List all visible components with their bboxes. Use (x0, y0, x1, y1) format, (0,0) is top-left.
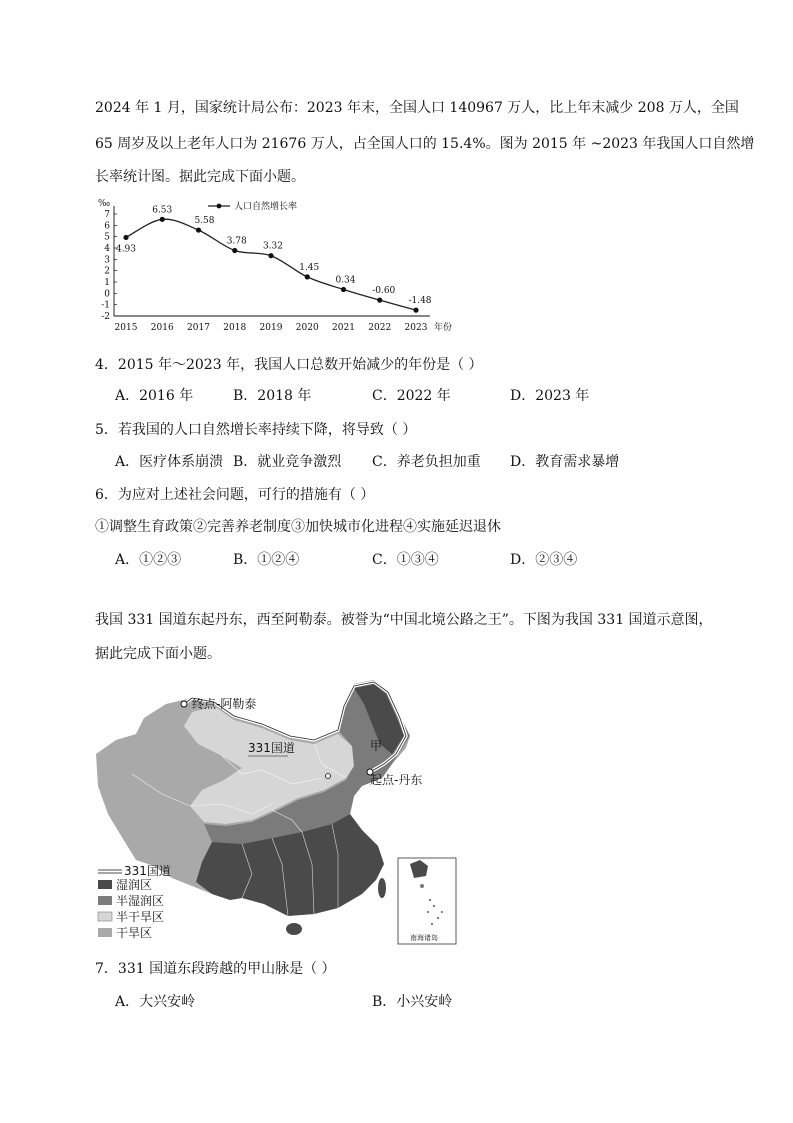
legend-semi-humid: 半湿润区 (116, 894, 165, 908)
q7-option-a[interactable]: A．大兴安岭 (115, 994, 196, 1010)
legend-swatch-arid (98, 928, 112, 937)
q4-stem: 4．2015 年～2023 年，我国人口总数开始减少的年份是（ ） (95, 357, 483, 373)
chart-x-tick-label: 2018 (223, 323, 247, 333)
chart-data-label: 5.58 (194, 216, 215, 227)
chart-data-point (341, 287, 346, 292)
road-331-label: 331国道 (248, 741, 295, 755)
chart-x-tick-label: 2020 (295, 323, 319, 333)
q5-stem: 5．若我国的人口自然增长率持续下降，将导致（ ） (95, 422, 417, 438)
chart-data-point (232, 248, 237, 253)
chart-x-tick-label: 2016 (150, 323, 174, 333)
q4-option-b[interactable]: B．2018 年 (233, 388, 312, 404)
q4-option-a[interactable]: A．2016 年 (115, 388, 194, 404)
q4-option-d[interactable]: D．2023 年 (510, 388, 590, 404)
q5-option-b[interactable]: B．就业竞争激烈 (233, 454, 342, 470)
chart-y-tick-label: 1 (104, 278, 110, 288)
passage1-line1: 2024 年 1 月，国家统计局公布：2023 年末，全国人口 140967 万人，比上年末减少 208 万人，全国 (95, 100, 739, 116)
chart-x-tick-label: 2015 (114, 323, 138, 333)
chart-y-tick-label: 0 (104, 289, 110, 300)
end-point-label: 终点-阿勒泰 (192, 697, 257, 711)
q5-option-a[interactable]: A．医疗体系崩溃 (115, 454, 224, 470)
q6-option-a[interactable]: A．①②③ (115, 552, 182, 568)
taiwan-island (378, 878, 386, 898)
chart-data-label: 3.78 (226, 236, 247, 247)
q5-option-d[interactable]: D．教育需求暴增 (510, 454, 620, 470)
q6-option-b[interactable]: B．①②④ (233, 552, 300, 568)
passage1-line3: 长率统计图。据此完成下面小题。 (95, 169, 305, 185)
legend-semi-arid: 半干旱区 (116, 910, 165, 924)
china-road-331-map (92, 674, 467, 946)
legend-swatch-semi-humid (98, 896, 112, 905)
chart-x-tick-label: 2023 (404, 323, 428, 333)
q7-option-b[interactable]: B．小兴安岭 (372, 994, 453, 1010)
q7-stem: 7．331 国道东段跨越的甲山脉是（ ） (95, 961, 336, 977)
legend-road: 331国道 (124, 864, 171, 878)
q6-stem: 6．为应对上述社会问题，可行的措施有（ ） (95, 487, 375, 503)
q6-option-d[interactable]: D．②③④ (510, 552, 578, 568)
chart-x-axis-label: 年份 (434, 323, 453, 333)
q5-option-c[interactable]: C．养老负担加重 (372, 454, 481, 470)
legend-arid: 干旱区 (116, 926, 153, 940)
passage2-line1: 我国 331 国道东起丹东，西至阿勒泰。被誉为“中国北境公路之王”。下图为我国 331 国道示意图， (95, 612, 713, 628)
end-point-marker (181, 701, 187, 707)
chart-x-tick-label: 2022 (368, 323, 392, 333)
chart-data-label: 6.53 (152, 205, 173, 216)
start-point-label: 起点-丹东 (370, 773, 423, 787)
chart-y-tick-label: 6 (104, 221, 110, 232)
chart-data-label: -0.60 (372, 286, 396, 297)
chart-x-tick-label: 2017 (187, 323, 210, 333)
chart-y-tick-label: 3 (104, 255, 110, 266)
chart-y-tick-label: 7 (104, 210, 110, 220)
hainan-island (286, 923, 302, 935)
chart-y-unit: ‰ (98, 199, 111, 209)
chart-data-point (305, 274, 310, 279)
chart-data-point (196, 227, 201, 232)
chart-data-label: -1.48 (408, 296, 432, 307)
inset-label: 南海诸岛 (410, 934, 438, 942)
legend-swatch-humid (98, 880, 112, 889)
chart-legend-label: 人口自然增长率 (234, 202, 298, 212)
chart-y-tick-label: 5 (104, 232, 110, 243)
legend-humid: 湿润区 (116, 878, 153, 892)
chart-data-point (413, 308, 418, 313)
chart-x-tick-label: 2021 (332, 323, 355, 333)
chart-y-tick-label: -1 (101, 300, 110, 311)
q6-items: ①调整生育政策②完善养老制度③加快城市化进程④实施延迟退休 (95, 519, 501, 535)
chart-data-label: 3.32 (262, 241, 284, 252)
q4-option-c[interactable]: C．2022 年 (372, 388, 451, 404)
passage1-line2: 65 周岁及以上老年人口为 21676 万人，占全国人口的 15.4%。图为 2015 年 ~2023 年我国人口自然增 (95, 136, 755, 152)
q6-option-c[interactable]: C．①③④ (372, 552, 439, 568)
chart-legend (208, 200, 297, 212)
legend-swatch-semi-arid (98, 912, 112, 921)
chart-y-tick-label: -2 (101, 312, 110, 322)
chart-data-point (123, 235, 128, 240)
chart-data-label: 0.34 (335, 275, 356, 286)
jia-mountain-label: 甲 (370, 739, 383, 753)
chart-data-label: 4.93 (115, 244, 137, 255)
chart-data-point (377, 298, 382, 303)
chart-x-tick-label: 2019 (259, 323, 283, 333)
chart-data-label: 1.45 (299, 262, 320, 273)
south-china-sea-inset (398, 858, 456, 944)
population-growth-chart (90, 196, 453, 344)
passage2-line2: 据此完成下面小题。 (95, 646, 221, 662)
chart-y-tick-label: 2 (104, 266, 110, 277)
chart-data-point (268, 253, 273, 258)
chart-data-point (160, 217, 165, 222)
map-legend (98, 864, 171, 940)
beijing-marker (326, 774, 331, 779)
chart-series-line (126, 219, 416, 310)
chart-y-tick-label: 4 (104, 244, 110, 254)
